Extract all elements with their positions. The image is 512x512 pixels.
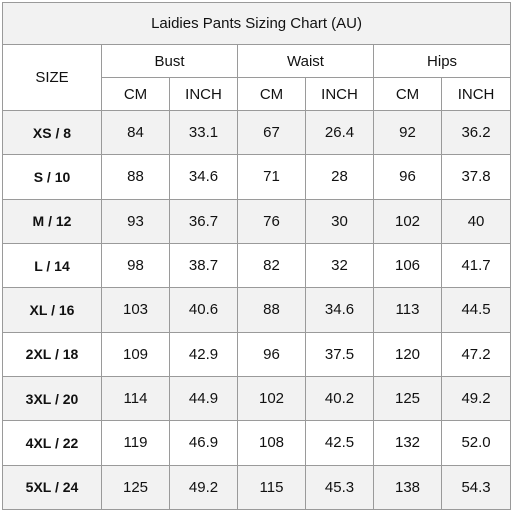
size-cell: 4XL / 22 [3, 421, 102, 465]
size-cell: 3XL / 20 [3, 376, 102, 420]
bust-group-header: Bust [102, 45, 238, 78]
table-row [3, 199, 511, 243]
bust-inch-header: INCH [170, 78, 238, 111]
size-cell: M / 12 [3, 199, 102, 243]
table-row [3, 332, 511, 376]
hips-inch-cell: 47.2 [442, 332, 511, 376]
waist-inch-cell: 37.5 [306, 332, 374, 376]
bust-inch-cell: 40.6 [170, 288, 238, 332]
table-row [3, 465, 511, 509]
waist-cm-header: CM [238, 78, 306, 111]
hips-inch-cell: 36.2 [442, 111, 511, 155]
waist-cm-cell: 82 [238, 243, 306, 287]
hips-cm-cell: 132 [374, 421, 442, 465]
hips-inch-cell: 49.2 [442, 376, 511, 420]
hips-group-header: Hips [374, 45, 511, 78]
bust-cm-cell: 119 [102, 421, 170, 465]
size-column-header: SIZE [3, 45, 102, 111]
waist-cm-cell: 67 [238, 111, 306, 155]
waist-cm-cell: 76 [238, 199, 306, 243]
bust-cm-cell: 98 [102, 243, 170, 287]
waist-inch-cell: 40.2 [306, 376, 374, 420]
bust-cm-header: CM [102, 78, 170, 111]
waist-inch-cell: 28 [306, 155, 374, 199]
waist-cm-cell: 115 [238, 465, 306, 509]
size-cell: S / 10 [3, 155, 102, 199]
hips-cm-cell: 102 [374, 199, 442, 243]
size-cell: XS / 8 [3, 111, 102, 155]
size-cell: 5XL / 24 [3, 465, 102, 509]
table-row [3, 243, 511, 287]
waist-inch-cell: 34.6 [306, 288, 374, 332]
bust-inch-cell: 49.2 [170, 465, 238, 509]
bust-cm-cell: 84 [102, 111, 170, 155]
bust-inch-cell: 33.1 [170, 111, 238, 155]
waist-inch-cell: 32 [306, 243, 374, 287]
hips-inch-cell: 41.7 [442, 243, 511, 287]
waist-inch-cell: 30 [306, 199, 374, 243]
waist-group-header: Waist [238, 45, 374, 78]
hips-cm-cell: 96 [374, 155, 442, 199]
bust-cm-cell: 88 [102, 155, 170, 199]
bust-inch-cell: 36.7 [170, 199, 238, 243]
hips-inch-header: INCH [442, 78, 511, 111]
hips-inch-cell: 54.3 [442, 465, 511, 509]
bust-inch-cell: 42.9 [170, 332, 238, 376]
bust-cm-cell: 125 [102, 465, 170, 509]
table-row [3, 421, 511, 465]
table-row [3, 111, 511, 155]
hips-cm-cell: 113 [374, 288, 442, 332]
hips-cm-cell: 138 [374, 465, 442, 509]
bust-cm-cell: 93 [102, 199, 170, 243]
hips-inch-cell: 37.8 [442, 155, 511, 199]
hips-inch-cell: 40 [442, 199, 511, 243]
hips-cm-cell: 125 [374, 376, 442, 420]
hips-inch-cell: 44.5 [442, 288, 511, 332]
waist-cm-cell: 102 [238, 376, 306, 420]
size-cell: XL / 16 [3, 288, 102, 332]
bust-inch-cell: 38.7 [170, 243, 238, 287]
hips-cm-cell: 120 [374, 332, 442, 376]
waist-inch-cell: 45.3 [306, 465, 374, 509]
chart-body [3, 111, 511, 510]
bust-inch-cell: 44.9 [170, 376, 238, 420]
waist-inch-header: INCH [306, 78, 374, 111]
bust-inch-cell: 34.6 [170, 155, 238, 199]
table-row [3, 376, 511, 420]
bust-cm-cell: 114 [102, 376, 170, 420]
sizing-chart-table [2, 2, 511, 510]
waist-cm-cell: 108 [238, 421, 306, 465]
hips-cm-header: CM [374, 78, 442, 111]
waist-inch-cell: 26.4 [306, 111, 374, 155]
waist-cm-cell: 71 [238, 155, 306, 199]
hips-cm-cell: 92 [374, 111, 442, 155]
size-cell: L / 14 [3, 243, 102, 287]
size-cell: 2XL / 18 [3, 332, 102, 376]
bust-cm-cell: 103 [102, 288, 170, 332]
waist-cm-cell: 96 [238, 332, 306, 376]
waist-inch-cell: 42.5 [306, 421, 374, 465]
hips-cm-cell: 106 [374, 243, 442, 287]
waist-cm-cell: 88 [238, 288, 306, 332]
table-row [3, 155, 511, 199]
bust-inch-cell: 46.9 [170, 421, 238, 465]
table-row [3, 288, 511, 332]
bust-cm-cell: 109 [102, 332, 170, 376]
chart-title: Laidies Pants Sizing Chart (AU) [3, 3, 511, 45]
hips-inch-cell: 52.0 [442, 421, 511, 465]
